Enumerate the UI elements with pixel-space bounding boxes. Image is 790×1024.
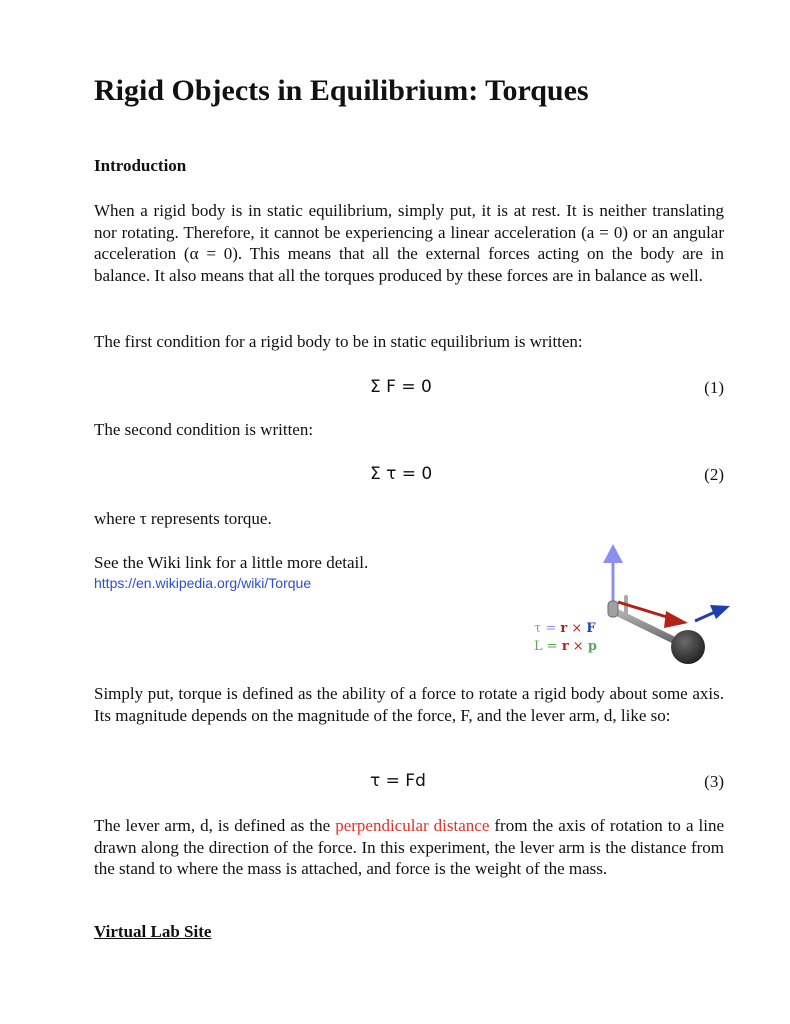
equation-1: Σ F = 0 bbox=[370, 377, 432, 397]
lever-text-end: from the axis of rotation to a line drawn along the direction of the force. In this experiment, the lever arm is the distance from the stand to where the mass is attached, and force is the weight of the mass. bbox=[94, 816, 724, 878]
torque-definition-paragraph: Simply put, torque is defined as the ability of a force to rotate a rigid body about some axis. Its magnitude depends on the magnitude of the force, F, and the lever arm, d, like so: bbox=[94, 684, 724, 725]
torque-r: r bbox=[560, 621, 568, 636]
momentum-vector-head bbox=[710, 605, 730, 619]
momentum-p: p bbox=[587, 639, 597, 654]
equation-1-number: (1) bbox=[704, 378, 724, 397]
momentum-cross: × bbox=[568, 639, 588, 654]
torque-vector-head bbox=[603, 544, 623, 563]
force-vector-head bbox=[664, 611, 688, 628]
wiki-text: See the Wiki link for a little more detail. bbox=[94, 553, 369, 572]
virtual-lab-heading[interactable]: Virtual Lab Site bbox=[94, 922, 212, 941]
page-title: Rigid Objects in Equilibrium: Torques bbox=[94, 74, 589, 107]
torque-f: F bbox=[586, 621, 596, 636]
intro-paragraph: When a rigid body is in static equilibrium, simply put, it is at rest. It is neither translating nor rotating. Therefore, it cannot be experiencing a linear acceleration (a = 0) or an angular acceleration (α = 0). This means that all the external forces acting on the body are in balance. It also means that all the torques produced by these forces are in balance as well. bbox=[94, 201, 724, 285]
wiki-link[interactable] bbox=[94, 573, 339, 591]
where-tau-text: where τ represents torque. bbox=[94, 509, 272, 528]
second-condition-text: The second condition is written: bbox=[94, 420, 314, 439]
lever-text-start: The lever arm, d, is defined as the bbox=[94, 816, 336, 835]
perpendicular-distance-link[interactable]: perpendicular distance bbox=[335, 816, 490, 835]
torque-equals: = bbox=[541, 621, 561, 636]
momentum-r: r bbox=[561, 639, 569, 654]
equation-2-number: (2) bbox=[704, 465, 724, 484]
introduction-heading: Introduction bbox=[94, 156, 187, 175]
torque-formula bbox=[534, 621, 596, 636]
torque-symbol: τ bbox=[534, 621, 542, 636]
torque-diagram bbox=[530, 535, 740, 675]
momentum-equals: = bbox=[542, 639, 562, 654]
lever-arm-paragraph bbox=[94, 815, 724, 880]
first-condition-text: The first condition for a rigid body to be in static equilibrium is written: bbox=[94, 332, 583, 351]
torque-cross: × bbox=[567, 621, 587, 636]
momentum-vector-shaft bbox=[695, 612, 715, 621]
equation-3-number: (3) bbox=[704, 772, 724, 791]
point-mass bbox=[671, 630, 705, 664]
angular-momentum-formula bbox=[534, 639, 597, 654]
equation-3: τ = Fd bbox=[370, 771, 426, 791]
wiki-link-text[interactable]: https://en.wikipedia.org/wiki/Torque bbox=[94, 575, 312, 591]
equation-2: Σ τ = 0 bbox=[370, 464, 433, 484]
momentum-symbol: L bbox=[534, 639, 543, 654]
pivot bbox=[608, 601, 618, 617]
